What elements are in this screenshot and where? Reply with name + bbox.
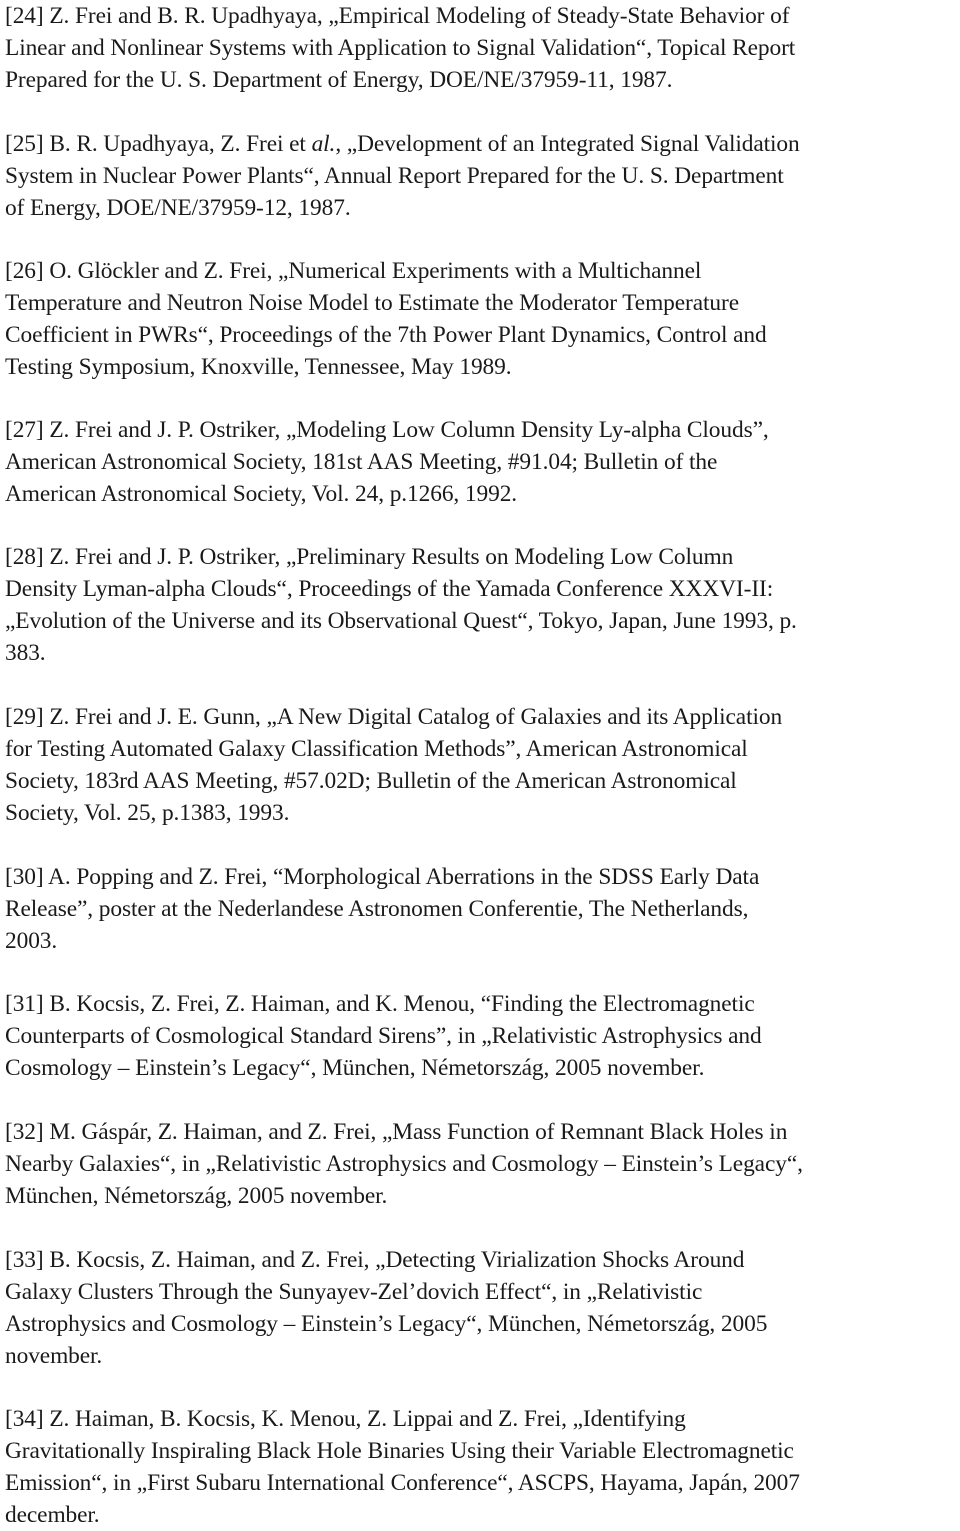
reference-line: [28] Z. Frei and J. P. Ostriker, „Preliminary Results on Modeling Low Column bbox=[5, 544, 734, 570]
reference-line: Temperature and Neutron Noise Model to Estimate the Moderator Temperature bbox=[5, 290, 739, 316]
reference-line: American Astronomical Society, Vol. 24, p.1266, 1992. bbox=[5, 481, 518, 507]
reference-line: december. bbox=[5, 1502, 100, 1528]
reference-line: november. bbox=[5, 1343, 103, 1369]
reference-line: Counterparts of Cosmological Standard Sirens”, in „Relativistic Astrophysics and bbox=[5, 1023, 762, 1049]
reference-line: 2003. bbox=[5, 928, 58, 954]
reference-line: Society, 183rd AAS Meeting, #57.02D; Bulletin of the American Astronomical bbox=[5, 768, 737, 794]
reference-entry bbox=[5, 1116, 955, 1212]
reference-line: Nearby Galaxies“, in „Relativistic Astrophysics and Cosmology – Einstein’s Legacy“, bbox=[5, 1151, 803, 1177]
reference-entry bbox=[5, 128, 955, 224]
reference-line: [30] A. Popping and Z. Frei, “Morphological Aberrations in the SDSS Early Data bbox=[5, 864, 760, 890]
reference-line: [32] M. Gáspár, Z. Haiman, and Z. Frei, „Mass Function of Remnant Black Holes in bbox=[5, 1119, 788, 1145]
reference-line: Gravitationally Inspiraling Black Hole Binaries Using their Variable Electromagnetic bbox=[5, 1438, 794, 1464]
reference-line: Galaxy Clusters Through the Sunyayev-Zel’dovich Effect“, in „Relativistic bbox=[5, 1279, 703, 1305]
reference-line: Density Lyman-alpha Clouds“, Proceedings of the Yamada Conference XXXVI-II: bbox=[5, 576, 774, 602]
reference-line: for Testing Automated Galaxy Classification Methods”, American Astronomical bbox=[5, 736, 748, 762]
reference-entry bbox=[5, 255, 955, 383]
reference-line: of Energy, DOE/NE/37959-12, 1987. bbox=[5, 195, 351, 221]
reference-line: Coefficient in PWRs“, Proceedings of the 7th Power Plant Dynamics, Control and bbox=[5, 322, 767, 348]
reference-entry bbox=[5, 1244, 955, 1372]
reference-line: München, Németország, 2005 november. bbox=[5, 1183, 388, 1209]
reference-line: „Evolution of the Universe and its Observational Quest“, Tokyo, Japan, June 1993, p. bbox=[5, 608, 797, 634]
reference-line: American Astronomical Society, 181st AAS Meeting, #91.04; Bulletin of the bbox=[5, 449, 718, 475]
reference-line: [27] Z. Frei and J. P. Ostriker, „Modeling Low Column Density Ly-alpha Clouds”, bbox=[5, 417, 769, 443]
reference-line: Prepared for the U. S. Department of Energy, DOE/NE/37959-11, 1987. bbox=[5, 67, 673, 93]
reference-line: System in Nuclear Power Plants“, Annual Report Prepared for the U. S. Department bbox=[5, 163, 784, 189]
reference-line: [34] Z. Haiman, B. Kocsis, K. Menou, Z. Lippai and Z. Frei, „Identifying bbox=[5, 1406, 686, 1432]
reference-entry bbox=[5, 0, 955, 96]
reference-line: Testing Symposium, Knoxville, Tennessee, May 1989. bbox=[5, 354, 512, 380]
reference-line: [29] Z. Frei and J. E. Gunn, „A New Digital Catalog of Galaxies and its Application bbox=[5, 704, 783, 730]
reference-entry bbox=[5, 1403, 955, 1531]
reference-line: Astrophysics and Cosmology – Einstein’s Legacy“, München, Németország, 2005 bbox=[5, 1311, 768, 1337]
reference-entry bbox=[5, 861, 955, 957]
reference-line: [31] B. Kocsis, Z. Frei, Z. Haiman, and K. Menou, “Finding the Electromagnetic bbox=[5, 991, 755, 1017]
reference-line: Cosmology – Einstein’s Legacy“, München, Németország, 2005 november. bbox=[5, 1055, 705, 1081]
reference-line: Society, Vol. 25, p.1383, 1993. bbox=[5, 800, 290, 826]
reference-line: Emission“, in „First Subaru International Conference“, ASCPS, Hayama, Japán, 2007 bbox=[5, 1470, 800, 1496]
reference-line: Release”, poster at the Nederlandese Astronomen Conferentie, The Netherlands, bbox=[5, 896, 749, 922]
reference-entry bbox=[5, 701, 955, 829]
reference-entry bbox=[5, 541, 955, 669]
reference-line-with-italic: [25] B. R. Upadhyaya, Z. Frei et al., „Development of an Integrated Signal Validation bbox=[5, 131, 800, 157]
reference-line: [33] B. Kocsis, Z. Haiman, and Z. Frei, „Detecting Virialization Shocks Around bbox=[5, 1247, 745, 1273]
reference-entry bbox=[5, 988, 955, 1084]
reference-entry bbox=[5, 414, 955, 510]
reference-list-page bbox=[5, 0, 955, 1526]
reference-line: [24] Z. Frei and B. R. Upadhyaya, „Empirical Modeling of Steady-State Behavior of bbox=[5, 3, 790, 29]
reference-line: 383. bbox=[5, 640, 46, 666]
reference-line: Linear and Nonlinear Systems with Application to Signal Validation“, Topical Report bbox=[5, 35, 796, 61]
reference-line: [26] O. Glöckler and Z. Frei, „Numerical Experiments with a Multichannel bbox=[5, 258, 702, 284]
italic-et-al: al. bbox=[311, 131, 336, 157]
